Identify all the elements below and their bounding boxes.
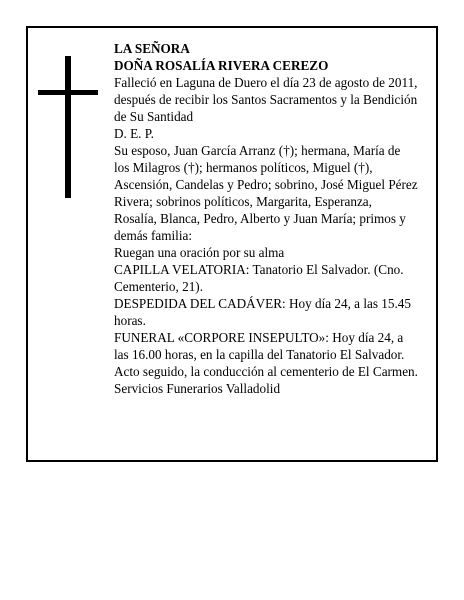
cross-horizontal-bar [38,90,98,95]
cross-vertical-bar [65,56,71,198]
prayer-request: Ruegan una oración por su alma [114,245,285,260]
dep-line: D. E. P. [114,126,154,141]
cross-icon [38,56,98,198]
obituary-text [114,40,418,397]
family-list: Su esposo, Juan García Arranz (†); hermana, María de los Milagros (†); hermanos políticos, Miguel (†), Ascensión, Candelas y Pedro; sobrino, José Miguel Pérez Rivera; sobrinos políticos, Margarita, Esperanza, Rosalía, Blanca, Pedro, Alberto y Juan María; primos y demás familia: [114,143,418,243]
chapel-info: CAPILLA VELATORIA: Tanatorio El Salvador. (Cno. Cementerio, 21). [114,262,404,294]
farewell-info: DESPEDIDA DEL CADÁVER: Hoy día 24, a las 15.45 horas. [114,296,411,328]
death-statement: Falleció en Laguna de Duero el día 23 de agosto de 2011, después de recibir los Santos Sacramentos y la Bendición de Su Santidad [114,75,418,124]
notice-title: LA SEÑORA [114,41,190,56]
deceased-name: DOÑA ROSALÍA RIVERA CEREZO [114,58,329,73]
funeral-info: FUNERAL «CORPORE INSEPULTO»: Hoy día 24, a las 16.00 horas, en la capilla del Tanatorio El Salvador. Acto seguido, la conducción al cementerio de El Carmen. [114,330,418,379]
funeral-services: Servicios Funerarios Valladolid [114,381,281,396]
